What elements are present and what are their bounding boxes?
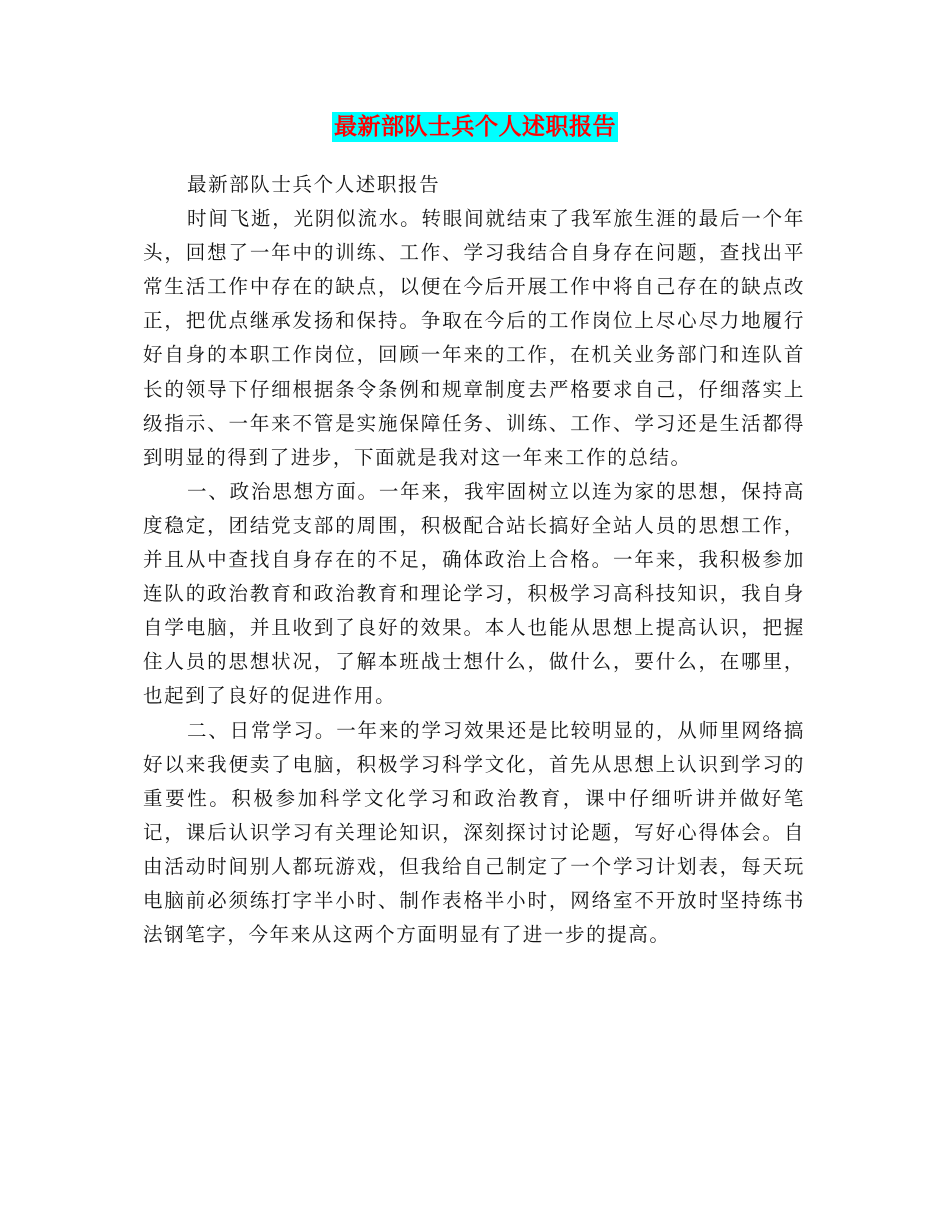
paragraph-political: 一、政治思想方面。一年来，我牢固树立以连为家的思想，保持高度稳定，团结党支部的周围，积极配合站长搞好全站人员的思想工作，并且从中查找自身存在的不足，确体政治上合格。一年来，我积极参加连队的政治教育和政治教育和理论学习，积极学习高科技知识，我自身自学电脑，并且收到了良好的效果。本人也能从思想上提高认识，把握住人员的思想状况，了解本班战士想什么，做什么，要什么，在哪里，也起到了良好的促进作用。 xyxy=(143,479,805,708)
paragraph-subtitle: 最新部队士兵个人述职报告 xyxy=(187,173,441,196)
document-body xyxy=(143,168,805,952)
title-container xyxy=(0,112,950,142)
document-title: 最新部队士兵个人述职报告 xyxy=(334,113,616,140)
paragraph-intro: 时间飞逝，光阴似流水。转眼间就结束了我军旅生涯的最后一个年头，回想了一年中的训练、工作、学习我结合自身存在问题，查找出平常生活工作中存在的缺点，以便在今后开展工作中将自己存在的缺点改正，把优点继承发扬和保持。争取在今后的工作岗位上尽心尽力地履行好自身的本职工作岗位，回顾一年来的工作，在机关业务部门和连队首长的领导下仔细根据条令条例和规章制度去严格要求自己，仔细落实上级指示、一年来不管是实施保障任务、训练、工作、学习还是生活都得到明显的得到了进步，下面就是我对这一年来工作的总结。 xyxy=(143,207,805,469)
paragraph-study: 二、日常学习。一年来的学习效果还是比较明显的，从师里网络搞好以来我便卖了电脑，积极学习科学文化，首先从思想上认识到学习的重要性。积极参加科学文化学习和政治教育，课中仔细听讲并做好笔记，课后认识学习有关理论知识，深刻探讨讨论题，写好心得体会。自由活动时间别人都玩游戏，但我给自己制定了一个学习计划表，每天玩电脑前必须练打字半小时、制作表格半小时，网络室不开放时坚持练书法钢笔字，今年来从这两个方面明显有了进一步的提高。 xyxy=(143,718,805,947)
